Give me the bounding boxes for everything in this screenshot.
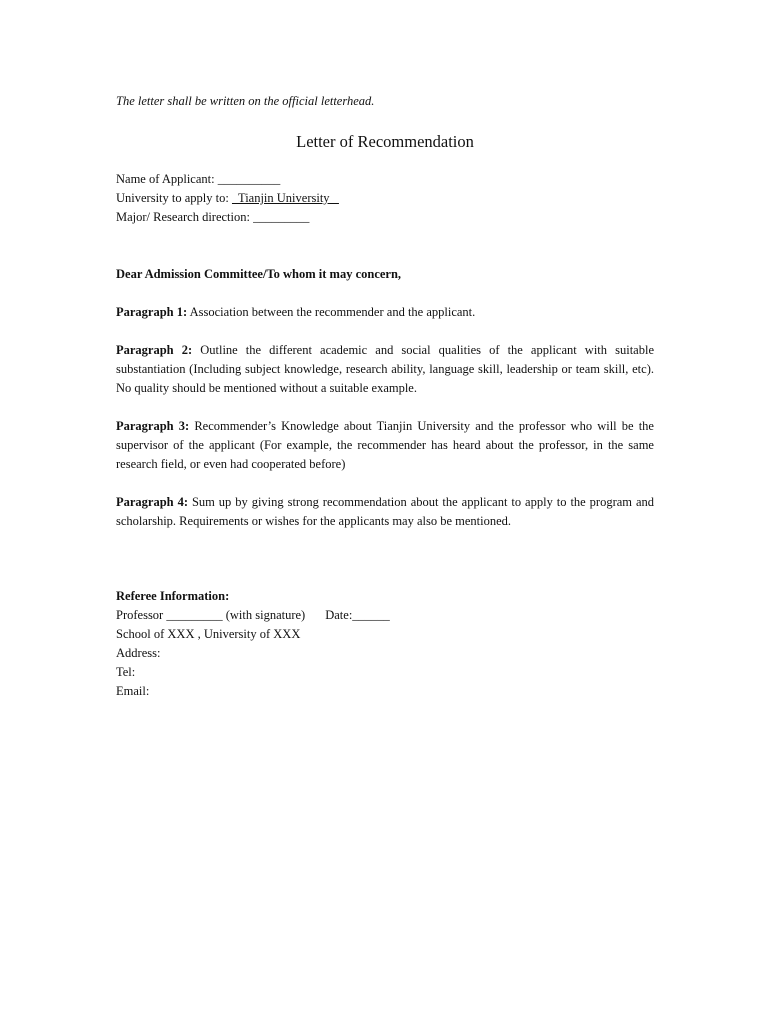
page-title: Letter of Recommendation [296,132,474,151]
university-line [116,189,339,208]
paragraph-3-label: Paragraph 3: [116,419,190,433]
paragraph-4 [116,493,654,531]
paragraph-1-label: Paragraph 1: [116,305,188,319]
major-line [116,208,309,227]
paragraph-4-label: Paragraph 4: [116,495,188,509]
salutation: Dear Admission Committee/To whom it may concern, [116,267,402,281]
paragraph-2-text: Outline the different academic and social qualities of the applicant with suitable substantiation (Including subject knowledge, research ability, language skill, leadership or team skill, etc). No quality should be mentioned without a suitable example. [116,343,654,396]
university-value: Tianjin University [231,191,339,205]
letterhead-note: The letter shall be written on the official letterhead. [116,94,375,108]
major-label: Major/ Research direction: [116,210,254,224]
applicant-name-label: Name of Applicant: [116,172,218,186]
paragraph-1 [116,303,654,322]
paragraph-2 [116,341,654,399]
referee-date: Date:______ [325,608,390,622]
referee-professor: Professor _________ (with signature) [116,608,306,622]
applicant-name-blank: __________ [217,172,281,186]
paragraph-1-text: Association between the recommender and the applicant. [187,305,476,319]
referee-heading: Referee Information: [116,589,230,603]
applicant-name-line [116,170,280,189]
major-blank: _________ [253,210,310,224]
referee-school: School of XXX , University of XXX [116,627,301,641]
university-label: University to apply to: [116,191,232,205]
paragraph-4-text: Sum up by giving strong recommendation about the applicant to apply to the program and scholarship. Requirements or wishes for the applicants may also be mentioned. [116,495,654,529]
paragraph-3-text: Recommender’s Knowledge about Tianjin University and the professor who will be the supervisor of the applicant (For example, the recommender has heard about the professor, in the same research field, or even had cooperated before) [116,419,654,472]
paragraph-2-label: Paragraph 2: [116,343,193,357]
referee-email: Email: [116,684,150,698]
referee-tel: Tel: [116,665,136,679]
referee-professor-line [116,606,390,625]
paragraph-3 [116,417,654,475]
referee-address: Address: [116,646,161,660]
